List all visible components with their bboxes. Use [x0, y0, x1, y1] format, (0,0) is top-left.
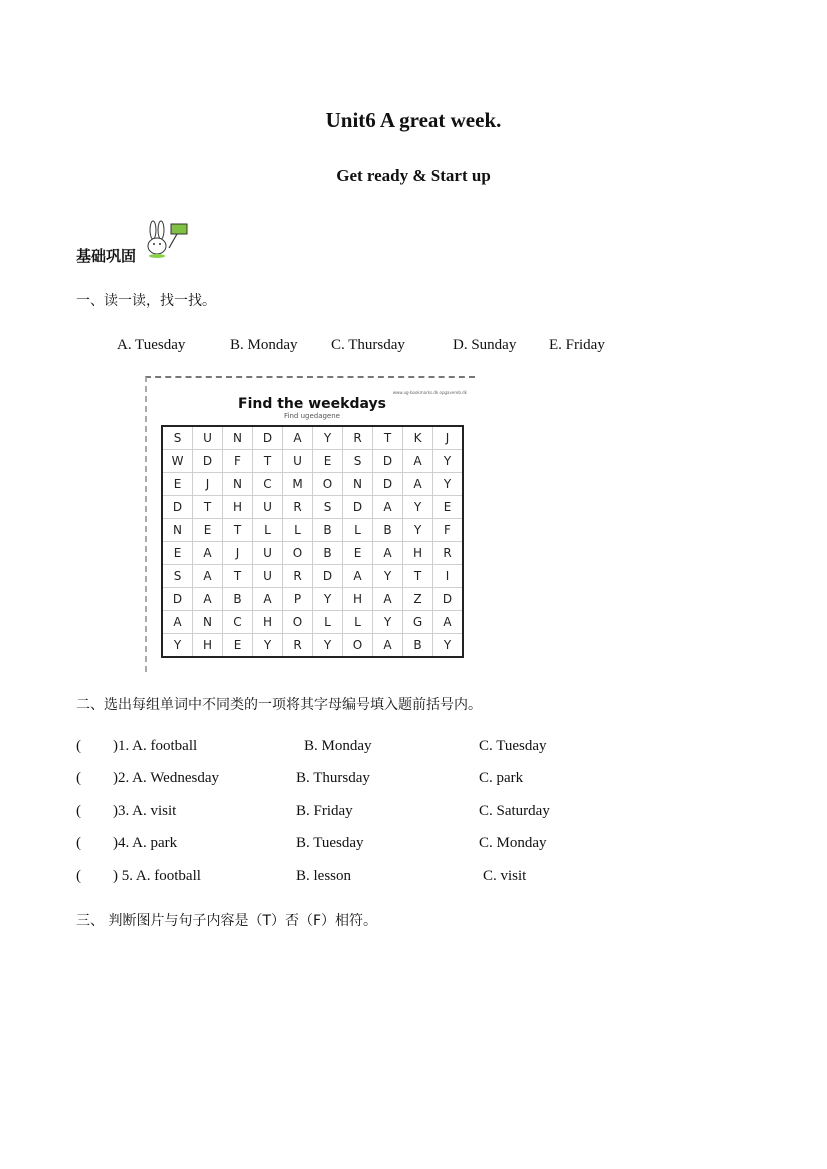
grid-letter: A — [373, 634, 403, 658]
grid-letter: A — [253, 588, 283, 611]
question-option-a: ) 5. A. football — [113, 868, 201, 884]
page-title: Unit6 A great week. — [325, 108, 502, 132]
option-a: A. Tuesday — [117, 337, 186, 353]
grid-letter: A — [373, 588, 403, 611]
question-option-c: C. visit — [483, 868, 527, 884]
grid-letter: C — [253, 473, 283, 496]
grid-letter: H — [223, 496, 253, 519]
grid-row — [162, 634, 463, 658]
question-option-a: )3. A. visit — [113, 803, 177, 819]
grid-letter: Y — [433, 473, 464, 496]
grid-letter: E — [313, 450, 343, 473]
grid-letter: A — [343, 565, 373, 588]
grid-letter: U — [253, 565, 283, 588]
grid-letter: J — [433, 426, 464, 450]
question-option-a: )2. A. Wednesday — [113, 770, 219, 786]
grid-letter: A — [373, 542, 403, 565]
grid-letter: Y — [403, 519, 433, 542]
grid-letter: D — [373, 450, 403, 473]
grid-letter: U — [283, 450, 313, 473]
grid-letter: W — [162, 450, 193, 473]
grid-letter: E — [193, 519, 223, 542]
word-search-worksheet — [145, 376, 475, 672]
grid-row — [162, 542, 463, 565]
grid-letter: J — [223, 542, 253, 565]
grid-letter: O — [343, 634, 373, 658]
grid-letter: N — [193, 611, 223, 634]
grid-letter: B — [313, 519, 343, 542]
grid-letter: B — [313, 542, 343, 565]
question-option-b: B. lesson — [296, 868, 352, 884]
grid-letter: L — [343, 519, 373, 542]
grid-letter: Y — [313, 588, 343, 611]
grid-row — [162, 450, 463, 473]
grid-letter: Y — [433, 450, 464, 473]
grid-letter: A — [193, 588, 223, 611]
question-option-c: C. park — [479, 770, 524, 786]
page-subtitle: Get ready & Start up — [336, 166, 491, 185]
grid-letter: S — [162, 565, 193, 588]
grid-letter: L — [343, 611, 373, 634]
grid-letter: N — [162, 519, 193, 542]
grid-letter: Y — [313, 426, 343, 450]
grid-letter: Y — [403, 496, 433, 519]
grid-letter: T — [373, 426, 403, 450]
question-option-c: C. Saturday — [479, 803, 550, 819]
answer-paren: ( — [76, 835, 81, 851]
worksheet-title: Find the weekdays — [238, 396, 386, 412]
answer-paren: ( — [76, 770, 81, 786]
grid-letter: D — [162, 496, 193, 519]
section2-heading: 二、选出每组单词中不同类的一项将其字母编号填入题前括号内。 — [76, 697, 482, 713]
grid-letter: Y — [162, 634, 193, 658]
grid-row — [162, 473, 463, 496]
grid-letter: E — [343, 542, 373, 565]
grid-letter: U — [253, 542, 283, 565]
grid-letter: E — [162, 542, 193, 565]
grid-letter: S — [313, 496, 343, 519]
grid-letter: S — [162, 426, 193, 450]
grid-letter: E — [223, 634, 253, 658]
question-option-b: B. Thursday — [296, 770, 370, 786]
question-option-a: )1. A. football — [113, 738, 198, 754]
grid-letter: T — [223, 519, 253, 542]
grid-letter: H — [193, 634, 223, 658]
question-option-b: B. Tuesday — [296, 835, 364, 851]
grid-letter: N — [223, 473, 253, 496]
grid-letter: N — [343, 473, 373, 496]
grid-letter: B — [223, 588, 253, 611]
grid-letter: L — [283, 519, 313, 542]
grid-letter: Z — [403, 588, 433, 611]
question-option-a: )4. A. park — [113, 835, 178, 851]
grid-letter: A — [403, 450, 433, 473]
section3-heading: 三、 判断图片与句子内容是（T）否（F）相符。 — [76, 913, 378, 929]
grid-letter: Y — [373, 565, 403, 588]
grid-letter: E — [433, 496, 464, 519]
grid-row — [162, 565, 463, 588]
grid-letter: U — [193, 426, 223, 450]
grid-row — [162, 426, 463, 450]
grid-letter: N — [223, 426, 253, 450]
answer-paren: ( — [76, 803, 81, 819]
grid-letter: R — [283, 496, 313, 519]
grid-letter: E — [162, 473, 193, 496]
grid-row — [162, 611, 463, 634]
grid-letter: H — [343, 588, 373, 611]
grid-letter: R — [433, 542, 464, 565]
worksheet-credit: www.ug-bookmarks.dk opgavereb.dk — [392, 390, 467, 395]
grid-letter: A — [193, 565, 223, 588]
grid-letter: Y — [373, 611, 403, 634]
grid-letter: G — [403, 611, 433, 634]
option-d: D. Sunday — [453, 337, 517, 353]
grid-letter: J — [193, 473, 223, 496]
grid-letter: P — [283, 588, 313, 611]
grid-letter: F — [433, 519, 464, 542]
grid-letter: L — [313, 611, 343, 634]
option-e: E. Friday — [549, 337, 605, 353]
grid-letter: L — [253, 519, 283, 542]
grid-letter: A — [433, 611, 464, 634]
grid-letter: A — [162, 611, 193, 634]
answer-paren: ( — [76, 738, 81, 754]
grid-letter: D — [373, 473, 403, 496]
section-label: 基础巩固 — [76, 247, 137, 265]
grid-letter: R — [283, 634, 313, 658]
option-c: C. Thursday — [331, 337, 405, 353]
grid-letter: F — [223, 450, 253, 473]
grid-letter: T — [223, 565, 253, 588]
option-b: B. Monday — [230, 337, 298, 353]
grid-letter: Y — [313, 634, 343, 658]
grid-letter: T — [403, 565, 433, 588]
grid-letter: A — [283, 426, 313, 450]
grid-letter: D — [343, 496, 373, 519]
grid-letter: B — [403, 634, 433, 658]
grid-letter: D — [193, 450, 223, 473]
grid-letter: I — [433, 565, 464, 588]
word-search-grid — [161, 425, 464, 658]
grid-letter: M — [283, 473, 313, 496]
grid-letter: A — [403, 473, 433, 496]
grid-letter: O — [283, 611, 313, 634]
worksheet-subtitle: Find ugedagene — [284, 412, 340, 420]
grid-letter: T — [193, 496, 223, 519]
grid-letter: D — [313, 565, 343, 588]
grid-letter: S — [343, 450, 373, 473]
grid-letter: D — [433, 588, 464, 611]
question-option-c: C. Monday — [479, 835, 547, 851]
grid-letter: U — [253, 496, 283, 519]
grid-letter: C — [223, 611, 253, 634]
question-option-b: B. Monday — [304, 738, 372, 754]
grid-row — [162, 588, 463, 611]
grid-letter: R — [343, 426, 373, 450]
grid-row — [162, 519, 463, 542]
grid-letter: D — [162, 588, 193, 611]
grid-letter: K — [403, 426, 433, 450]
grid-letter: H — [253, 611, 283, 634]
grid-letter: O — [313, 473, 343, 496]
answer-paren: ( — [76, 868, 81, 884]
section1-heading: 一、读一读，找一找。 — [76, 293, 216, 309]
grid-letter: Y — [253, 634, 283, 658]
grid-letter: B — [373, 519, 403, 542]
bunny-sign-icon — [143, 220, 191, 260]
question-option-c: C. Tuesday — [479, 738, 547, 754]
grid-letter: H — [403, 542, 433, 565]
grid-letter: T — [253, 450, 283, 473]
grid-letter: Y — [433, 634, 464, 658]
grid-letter: A — [373, 496, 403, 519]
grid-letter: O — [283, 542, 313, 565]
grid-letter: R — [283, 565, 313, 588]
grid-letter: D — [253, 426, 283, 450]
question-option-b: B. Friday — [296, 803, 353, 819]
grid-letter: A — [193, 542, 223, 565]
grid-row — [162, 496, 463, 519]
